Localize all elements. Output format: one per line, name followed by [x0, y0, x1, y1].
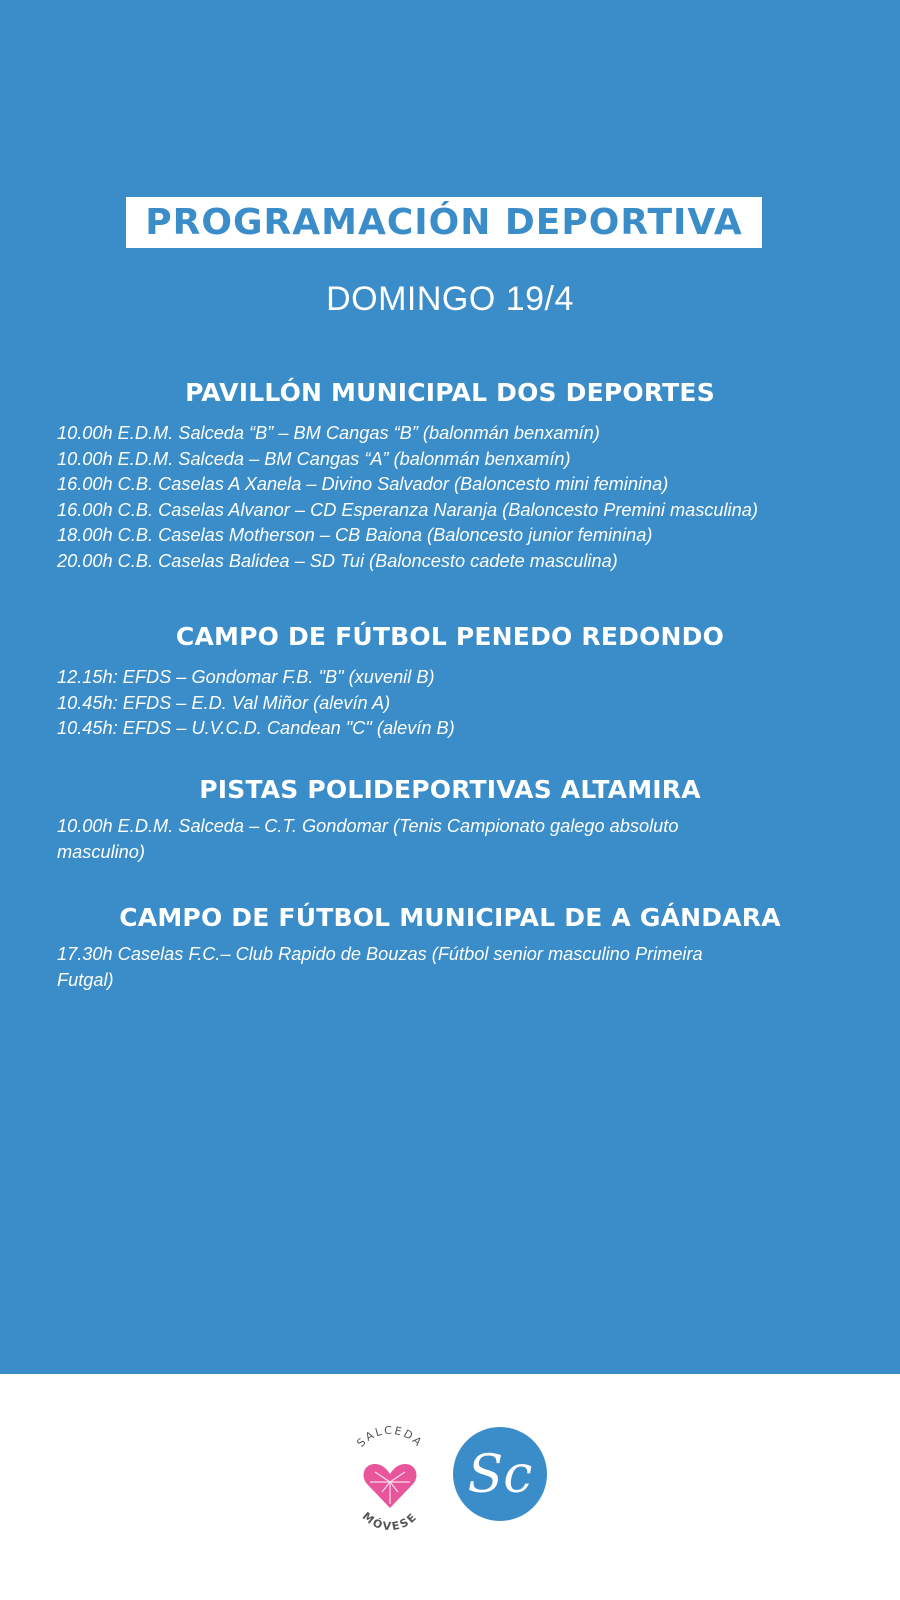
event-item: 10.00h E.D.M. Salceda “B” – BM Cangas “B” (balonmán benxamín): [57, 423, 600, 443]
section-gandara: [0, 903, 900, 993]
logo-mark-text: Sc: [467, 1445, 533, 1505]
event-item: 10.45h: EFDS – E.D. Val Miñor (alevín A): [57, 692, 391, 713]
title-box: [126, 197, 762, 248]
event-item: 18.00h C.B. Caselas Motherson – CB Baiona (Baloncesto junior feminina): [57, 525, 653, 546]
section-penedo-redondo: [0, 622, 900, 742]
event-item: 10.45h: EFDS – U.V.C.D. Candean "C" (alevín B): [57, 718, 455, 739]
event-item: 16.00h C.B. Caselas A Xanela – Divino Salvador (Baloncesto mini feminina): [57, 474, 669, 495]
sc-logo: [452, 1426, 548, 1522]
event-list: [57, 665, 900, 742]
event-date: DOMINGO 19/4: [326, 280, 574, 318]
logo-bottom-text: MÓVESE: [359, 1509, 421, 1534]
section-title: PAVILLÓN MUNICIPAL DOS DEPORTES: [185, 378, 715, 407]
heart-icon: [364, 1464, 417, 1508]
logo-top-text: SALCEDA: [354, 1424, 426, 1450]
section-altamira: [0, 775, 900, 865]
section-title: CAMPO DE FÚTBOL PENEDO REDONDO: [175, 622, 725, 651]
footer: [0, 1374, 900, 1600]
event-item: 10.00h E.D.M. Salceda – C.T. Gondomar (Tenis Campionato galego absoluto masculino): [57, 816, 679, 862]
event-item: 17.30h Caselas F.C.– Club Rapido de Bouzas (Fútbol senior masculino Primeira Futgal): [57, 944, 703, 990]
event-item: 20.00h C.B. Caselas Balidea – SD Tui (Baloncesto cadete masculina): [57, 550, 618, 571]
event-item: 10.00h E.D.M. Salceda – BM Cangas “A” (balonmán benxamín): [57, 448, 571, 469]
salceda-movese-logo: [340, 1424, 440, 1544]
event-item: 12.15h: EFDS – Gondomar F.B. "B" (xuvenil B): [57, 667, 435, 687]
section-pavillon: [0, 378, 900, 575]
page-title: PROGRAMACIÓN DEPORTIVA: [145, 202, 743, 243]
svg-text:SALCEDA: [354, 1424, 425, 1450]
event-list: [57, 942, 900, 993]
event-list: [57, 421, 900, 575]
svg-text:MÓVESE: [360, 1510, 420, 1534]
section-title: CAMPO DE FÚTBOL MUNICIPAL DE A GÁNDARA: [119, 903, 781, 932]
section-title: PISTAS POLIDEPORTIVAS ALTAMIRA: [199, 775, 701, 804]
event-item: 16.00h C.B. Caselas Alvanor – CD Esperanza Naranja (Baloncesto Premini masculina): [57, 499, 758, 520]
event-list: [57, 814, 900, 865]
